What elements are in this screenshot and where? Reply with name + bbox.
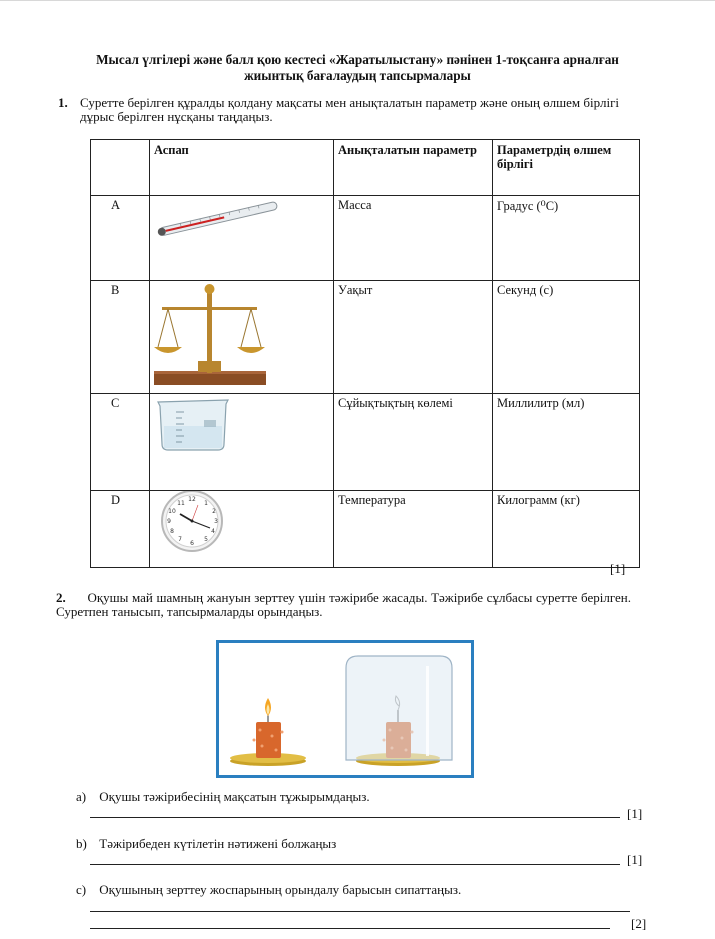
- subquestion-a-mark: [1]: [627, 806, 643, 821]
- title-line-1: Мысал үлгілері және балл қою кестесі «Жаратылыстану» пәнінен 1-тоқсанға арналған: [96, 52, 619, 67]
- svg-text:10: 10: [168, 508, 176, 515]
- row-unit: Килограмм (кг): [493, 491, 640, 568]
- instrument-table: [90, 139, 640, 568]
- clock-icon: [150, 491, 334, 568]
- table-row: [91, 491, 640, 568]
- row-parameter: Сұйықтықтың көлемі: [334, 394, 493, 491]
- title-line-2: жиынтық бағалаудың тапсырмалары: [244, 68, 471, 83]
- row-parameter: Температура: [334, 491, 493, 568]
- question-2-text: Оқушы май шамның жануын зерттеу үшін тәжірибе жасады. Тәжірибе сұлбасы суретте берілген. Суретпен танысып, тапсырмаларды орындаңыз.: [56, 590, 632, 619]
- row-unit: Миллилитр (мл): [493, 394, 640, 491]
- answer-line-c1[interactable]: [90, 911, 630, 912]
- answer-line-a[interactable]: [90, 817, 620, 818]
- answer-line-b[interactable]: [90, 864, 620, 865]
- row-parameter: Уақыт: [334, 281, 493, 394]
- table-row: [91, 196, 640, 281]
- beaker-icon: [150, 394, 334, 491]
- top-divider: [0, 0, 715, 1]
- page-title: [40, 52, 675, 84]
- row-letter: B: [91, 281, 150, 394]
- subquestion-a-label: a): [76, 789, 87, 804]
- subquestion-c-text: Оқушының зерттеу жоспарының орындалу барысын сипаттаңыз.: [99, 882, 462, 897]
- svg-text:5: 5: [204, 536, 208, 543]
- row-letter: D: [91, 491, 150, 568]
- table-row: [91, 394, 640, 491]
- row-unit: Секунд (с): [493, 281, 640, 394]
- row-letter: C: [91, 394, 150, 491]
- question-1-text: Суретте берілген құралды қолдану мақсаты мен анықталатын параметр және оның өлшем бірлігі дұрыс берілген нұсқаны таңдаңыз.: [80, 95, 620, 124]
- subquestion-a: [76, 790, 370, 804]
- svg-text:6: 6: [190, 540, 194, 547]
- subquestion-c-label: c): [76, 882, 87, 897]
- svg-text:11: 11: [177, 500, 185, 507]
- svg-text:8: 8: [170, 528, 174, 535]
- svg-text:12: 12: [188, 496, 196, 503]
- svg-text:7: 7: [178, 536, 182, 543]
- header-blank: [91, 140, 150, 196]
- row-unit: Градус (⁰С): [493, 196, 640, 281]
- subquestion-b-label: b): [76, 836, 87, 851]
- header-unit: Параметрдің өлшем бірлігі: [493, 140, 640, 196]
- subquestion-b: [76, 837, 336, 851]
- svg-text:4: 4: [211, 528, 215, 535]
- header-instrument: Аспап: [150, 140, 334, 196]
- table-row: [91, 281, 640, 394]
- svg-text:9: 9: [167, 518, 171, 525]
- subquestion-a-text: Оқушы тәжірибесінің мақсатын тұжырымдаңыз.: [99, 789, 370, 804]
- subquestion-c-mark: [2]: [631, 916, 647, 931]
- question-2-number: 2.: [56, 590, 66, 605]
- svg-text:2: 2: [212, 508, 216, 515]
- question-1-number: 1.: [58, 95, 68, 110]
- row-letter: A: [91, 196, 150, 281]
- question-1-mark: [1]: [610, 561, 626, 576]
- answer-line-c2[interactable]: [90, 928, 610, 929]
- header-parameter: Анықталатын параметр: [334, 140, 493, 196]
- balance-scale-icon: [150, 281, 334, 394]
- candle-experiment-icon: [216, 640, 474, 778]
- row-parameter: Масса: [334, 196, 493, 281]
- svg-text:1: 1: [204, 500, 208, 507]
- subquestion-b-mark: [1]: [627, 852, 643, 867]
- subquestion-c: [76, 883, 461, 897]
- question-2: [56, 591, 631, 619]
- svg-text:3: 3: [214, 518, 218, 525]
- table-header-row: [91, 140, 640, 196]
- subquestion-b-text: Тәжірибеден күтілетін нәтижені болжаңыз: [99, 836, 337, 851]
- thermometer-icon: [150, 196, 334, 281]
